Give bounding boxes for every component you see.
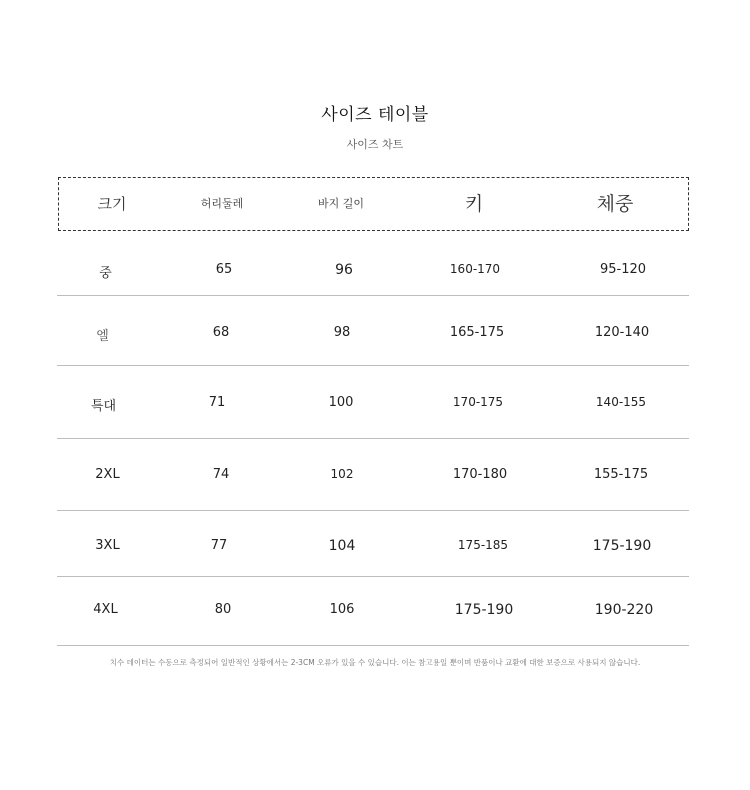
footnote: 치수 데이터는 수동으로 측정되어 일반적인 상황에서는 2-3CM 오류가 있을 수 있습니다. 이는 참고용일 뿐이며 반품이나 교환에 대한 보증으로 사용되지 않습니다. bbox=[109, 658, 641, 667]
pants-length-cell: 106 bbox=[329, 602, 355, 617]
waist-cell: 80 bbox=[214, 602, 232, 617]
row-divider bbox=[57, 510, 689, 511]
size-cell: 2XL bbox=[95, 467, 120, 482]
pants-length-cell: 104 bbox=[328, 538, 356, 554]
page-title: 사이즈 테이블 bbox=[321, 105, 429, 125]
weight-cell: 175-190 bbox=[592, 538, 652, 554]
pants-length-cell: 98 bbox=[333, 325, 351, 340]
weight-cell: 190-220 bbox=[594, 602, 654, 618]
header-pants-length: 바지 길이 bbox=[317, 197, 364, 210]
waist-cell: 68 bbox=[212, 325, 230, 340]
table-row bbox=[57, 262, 689, 282]
height-cell: 170-175 bbox=[452, 395, 504, 409]
row-divider bbox=[57, 645, 689, 646]
waist-cell: 77 bbox=[210, 538, 228, 553]
table-header bbox=[58, 177, 689, 231]
weight-cell: 155-175 bbox=[593, 467, 649, 482]
pants-length-cell: 96 bbox=[335, 262, 353, 278]
row-divider bbox=[57, 365, 689, 366]
height-cell: 175-190 bbox=[454, 602, 514, 618]
table-row bbox=[57, 467, 689, 487]
size-cell: 3XL bbox=[95, 538, 120, 553]
table-row bbox=[57, 325, 689, 345]
size-cell: 4XL bbox=[93, 602, 118, 617]
size-cell: 중 bbox=[99, 266, 112, 281]
height-cell: 165-175 bbox=[449, 325, 505, 340]
waist-cell: 65 bbox=[215, 262, 233, 277]
table-row bbox=[57, 538, 689, 558]
waist-cell: 71 bbox=[208, 395, 226, 410]
row-divider bbox=[57, 295, 689, 296]
header-weight: 체중 bbox=[596, 193, 634, 215]
row-divider bbox=[57, 576, 689, 577]
weight-cell: 95-120 bbox=[599, 262, 647, 277]
row-divider bbox=[57, 438, 689, 439]
table-row bbox=[57, 602, 689, 622]
height-cell: 175-185 bbox=[457, 538, 509, 552]
header-waist: 허리둘레 bbox=[200, 197, 244, 210]
header-size: 크기 bbox=[97, 195, 127, 213]
size-cell: 엘 bbox=[96, 329, 109, 344]
pants-length-cell: 102 bbox=[330, 467, 354, 481]
height-cell: 170-180 bbox=[452, 467, 508, 482]
height-cell: 160-170 bbox=[449, 262, 501, 276]
header-height: 키 bbox=[464, 193, 484, 215]
weight-cell: 140-155 bbox=[595, 395, 647, 409]
weight-cell: 120-140 bbox=[594, 325, 650, 340]
page-subtitle: 사이즈 차트 bbox=[346, 138, 404, 151]
waist-cell: 74 bbox=[212, 467, 230, 482]
size-cell: 특대 bbox=[90, 399, 117, 414]
table-row bbox=[57, 395, 689, 415]
pants-length-cell: 100 bbox=[328, 395, 354, 410]
